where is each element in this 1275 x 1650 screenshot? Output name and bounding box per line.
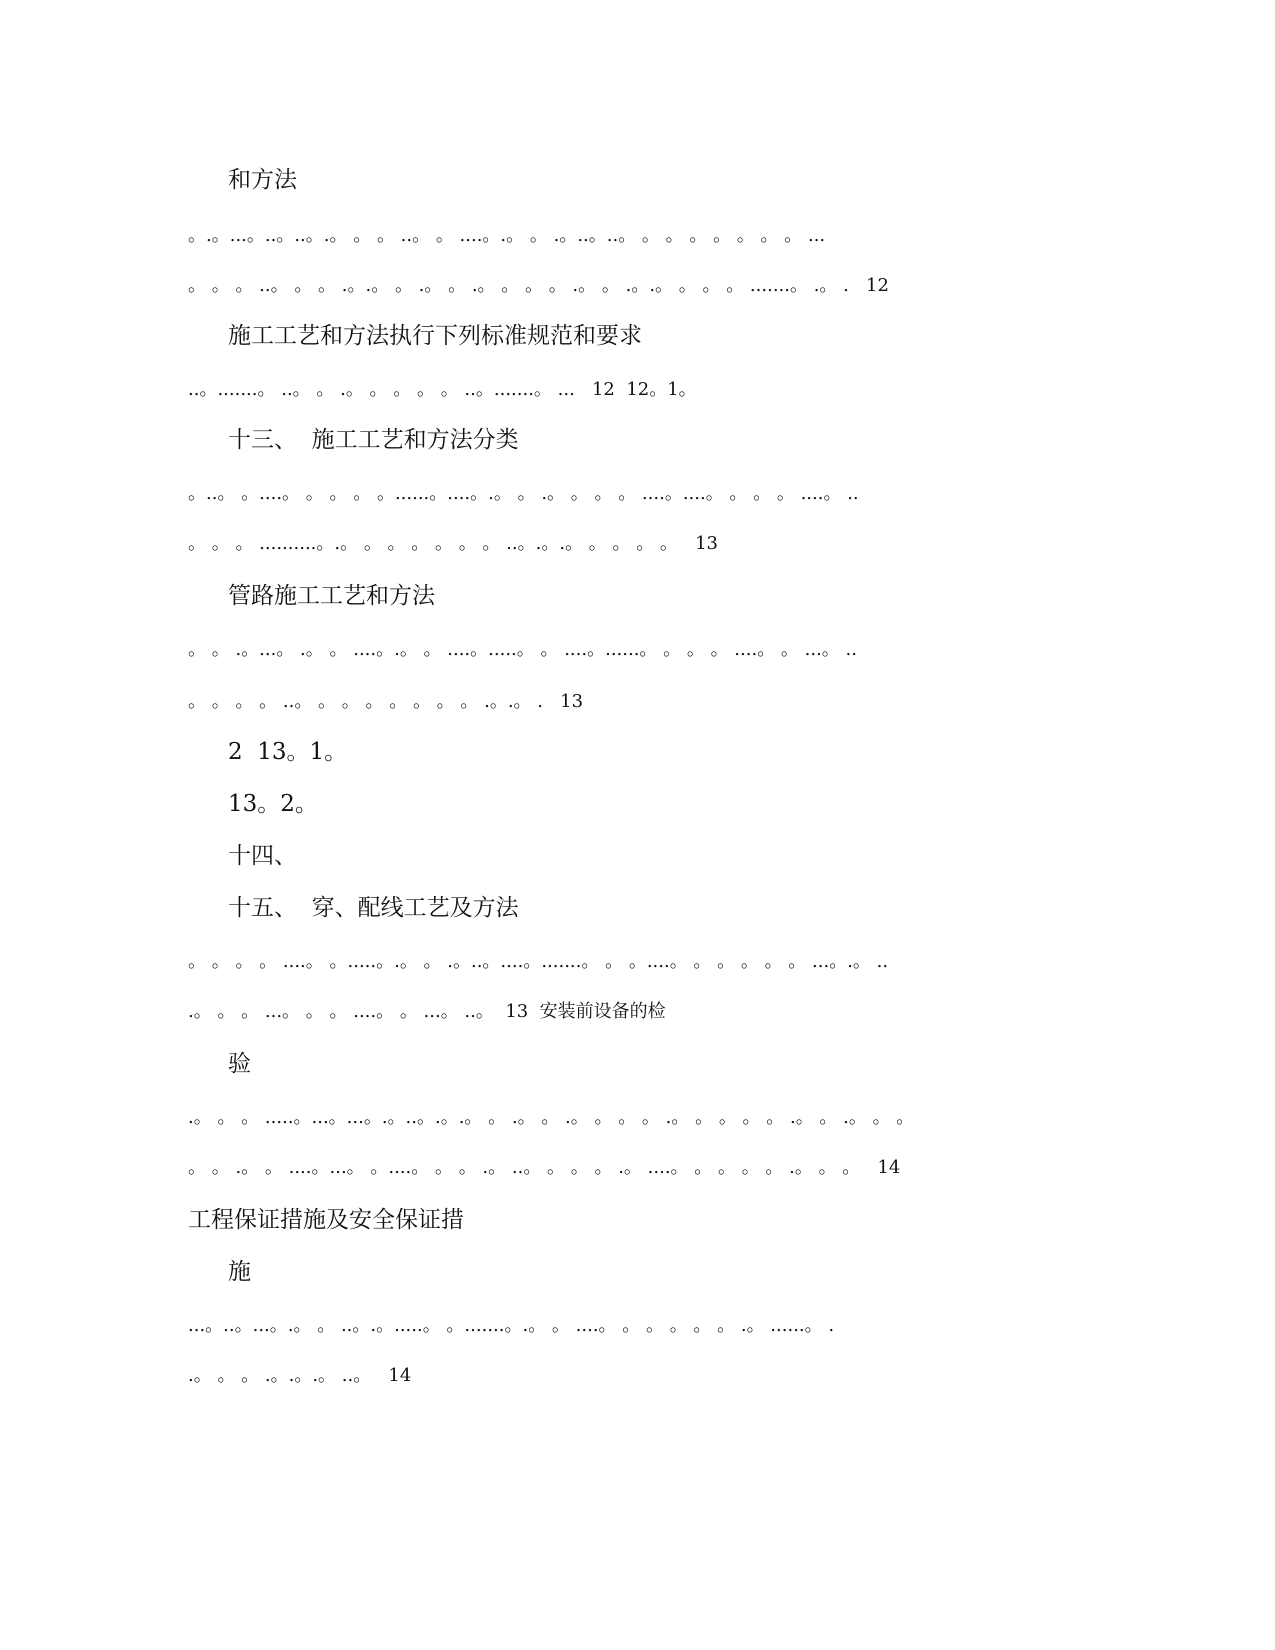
- toc-leader-line-19: .。 。 。 .....。...。...。.。..。.。.。 。 .。 。 .。 。 。 。 .。 。 。 。 。 .。 。 .。 。 。: [188, 1107, 915, 1128]
- toc-line-4: 施工工艺和方法执行下列标准规范和要求: [228, 323, 642, 349]
- toc-leader-line-11: 。 。 。 。 ..。 。 。 。 。 。 。 。 .。.。 . 13: [188, 691, 584, 712]
- toc-line-14: 十四、: [228, 843, 297, 869]
- toc-leader-line-17: .。 。 。 ...。 。 。 ....。 。 ...。 ..。 13 安装前设备的检: [188, 1001, 666, 1022]
- toc-line-15: 十五、 穿、配线工艺及方法: [228, 895, 519, 921]
- toc-leader-line-20: 。 。 .。 。 ....。...。 。....。 。 。 .。 ..。 。 。 。 .。 ....。 。 。 。 。 .。 。 。 14: [188, 1157, 901, 1178]
- toc-leader-line-24: .。 。 。 .。.。.。 ..。 14: [188, 1365, 412, 1386]
- toc-leader-line-23: ...。..。...。.。 。 ..。.。.....。 。.......。.。 。 ....。 。 。 。 。 。 .。 ......。 .: [188, 1315, 835, 1336]
- toc-leader-line-5: ..。.......。 ..。 。 .。 。 。 。 。 ..。.......。 ... 12 12。1。: [188, 379, 697, 400]
- toc-line-1: 和方法: [228, 167, 297, 193]
- toc-leader-line-2: 。.。...。..。..。.。 。 。 ..。 。 ....。.。 。 .。..。..。 。 。 。 。 。 。 。 ...: [188, 225, 826, 246]
- toc-leader-line-10: 。 。 .。...。 .。 。 ....。.。 。 ....。.....。 。 ....。......。 。 。 。 ....。 。 ...。 ..: [188, 639, 857, 660]
- toc-line-13: 13。2。: [228, 791, 318, 817]
- toc-line-12: 2 13。1。: [228, 739, 348, 765]
- toc-leader-line-3: 。 。 。 ..。 。 。 .。.。 。 .。 。 .。 。 。 。 .。 。 .。.。 。 。 。 .......。 .。 . 12: [188, 275, 889, 296]
- toc-leader-line-16: 。 。 。 。 ....。 。.....。.。 。 .。..。....。.......。 。 。....。 。 。 。 。 。 ...。.。 ..: [188, 951, 889, 972]
- toc-line-21: 工程保证措施及安全保证措: [188, 1207, 464, 1233]
- toc-leader-line-7: 。..。 。....。 。 。 。 。......。....。.。 。 .。 。 。 。 ....。....。 。 。 。 ....。 ..: [188, 483, 859, 504]
- toc-leader-line-8: 。 。 。 ..........。.。 。 。 。 。 。 。 ..。.。.。 。 。 。 。 13: [188, 533, 718, 554]
- toc-line-22: 施: [228, 1259, 251, 1285]
- toc-line-6: 十三、 施工工艺和方法分类: [228, 427, 519, 453]
- toc-line-18: 验: [228, 1051, 251, 1077]
- toc-line-9: 管路施工工艺和方法: [228, 583, 435, 609]
